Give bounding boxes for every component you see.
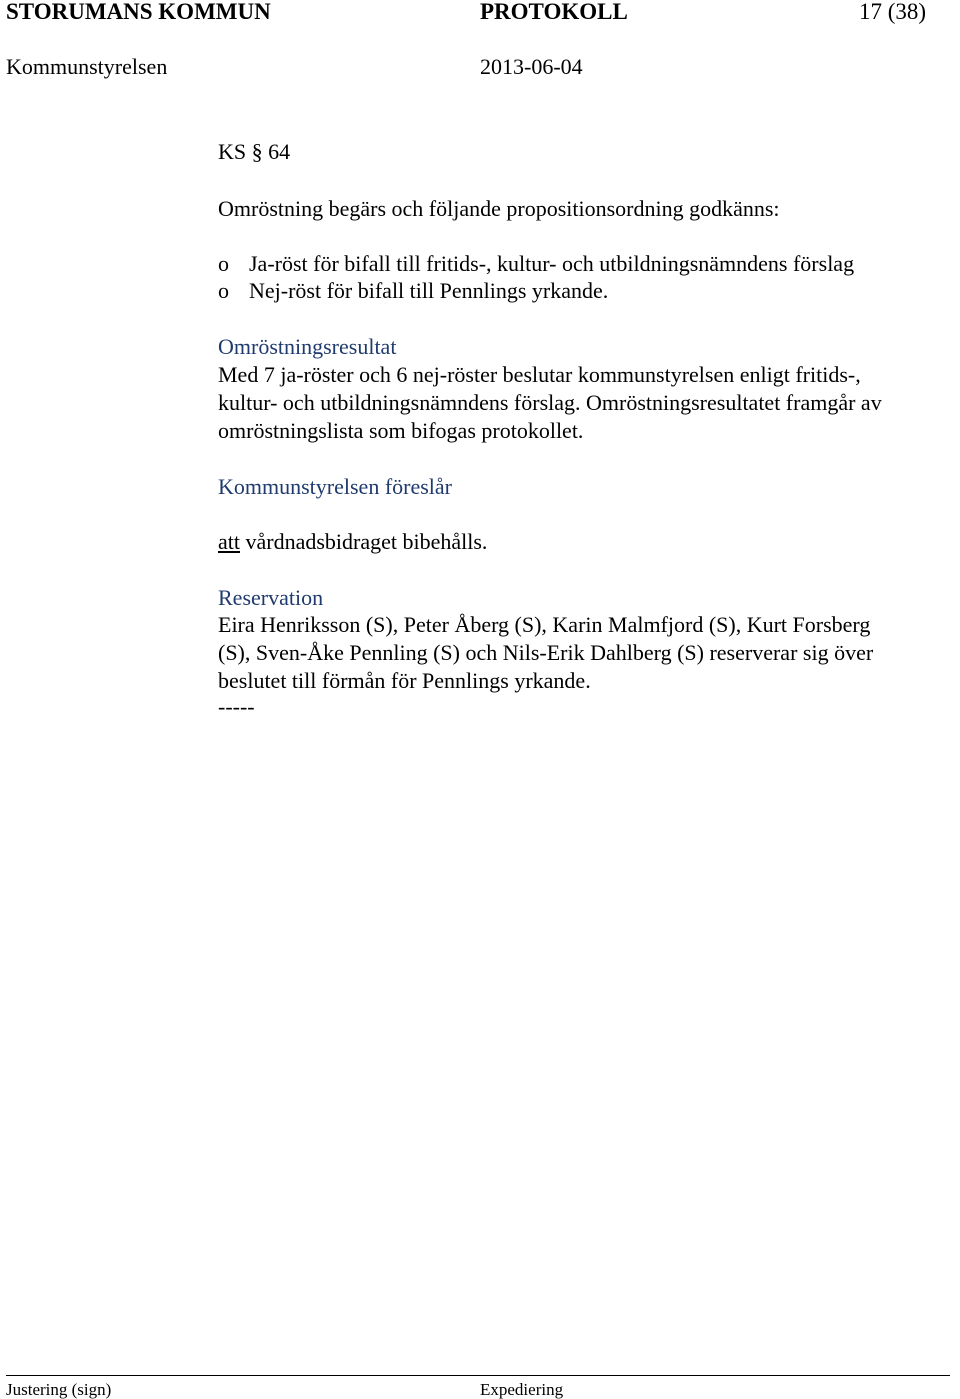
footer-divider bbox=[6, 1375, 950, 1376]
list-marker: o bbox=[218, 251, 229, 276]
proposal-text: vårdnadsbidraget bibehålls. bbox=[240, 529, 488, 554]
result-line: Med 7 ja-röster och 6 nej-röster beslutar kommunstyrelsen enligt fritids-, bbox=[218, 362, 861, 387]
result-line: omröstningslista som bifogas protokollet. bbox=[218, 418, 584, 443]
proposal-heading: Kommunstyrelsen föreslår bbox=[218, 474, 452, 499]
list-marker: o bbox=[218, 278, 229, 303]
meeting-date: 2013-06-04 bbox=[480, 54, 583, 79]
document-type: PROTOKOLL bbox=[480, 0, 628, 24]
result-line: kultur- och utbildningsnämndens förslag. Omröstningsresultatet framgår av bbox=[218, 390, 882, 415]
list-item bbox=[218, 277, 608, 304]
list-item-text: Ja-röst för bifall till fritids-, kultur- och utbildningsnämndens förslag bbox=[249, 251, 855, 276]
list-item bbox=[218, 250, 854, 277]
section-id: KS § 64 bbox=[218, 139, 291, 164]
reservation-line: (S), Sven-Åke Pennling (S) och Nils-Erik Dahlberg (S) reserverar sig över bbox=[218, 640, 874, 665]
list-item-text: Nej-röst för bifall till Pennlings yrkande. bbox=[249, 278, 609, 303]
att-keyword: att bbox=[218, 529, 240, 554]
footer-signature-label: Justering (sign) bbox=[6, 1380, 112, 1399]
proposal-decision bbox=[218, 528, 487, 555]
result-heading: Omröstningsresultat bbox=[218, 334, 397, 359]
reservation-line: Eira Henriksson (S), Peter Åberg (S), Karin Malmfjord (S), Kurt Forsberg bbox=[218, 612, 871, 637]
meeting-body: Kommunstyrelsen bbox=[6, 54, 168, 79]
reservation-line: beslutet till förmån för Pennlings yrkande. bbox=[218, 668, 591, 693]
footer-dispatch-label: Expediering bbox=[480, 1380, 564, 1399]
reservation-heading: Reservation bbox=[218, 585, 324, 610]
intro-text: Omröstning begärs och följande propositionsordning godkänns: bbox=[218, 196, 780, 221]
end-marker: ----- bbox=[218, 694, 255, 719]
organization-name: STORUMANS KOMMUN bbox=[6, 0, 271, 24]
page-number: 17 (38) bbox=[859, 0, 927, 24]
